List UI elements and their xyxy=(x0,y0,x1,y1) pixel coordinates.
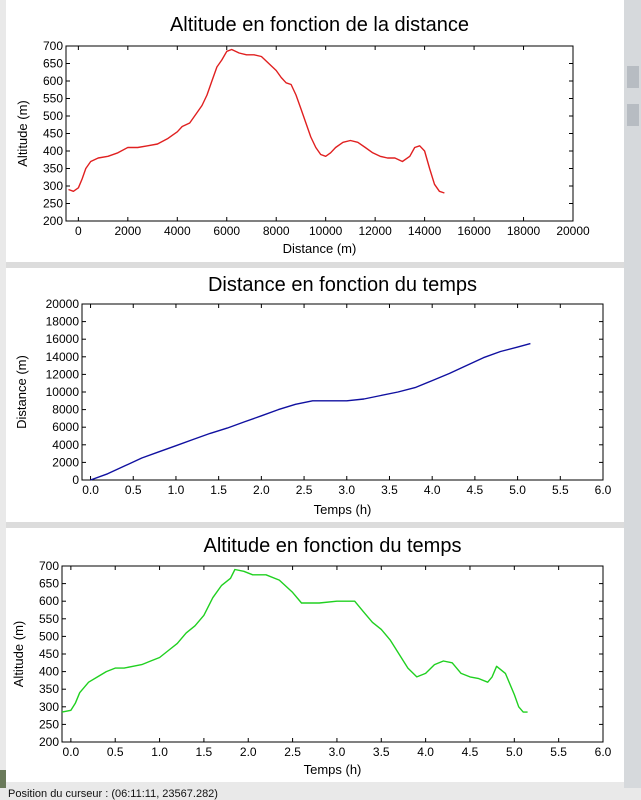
series-line xyxy=(62,570,528,713)
x-tick-label: 3.5 xyxy=(372,745,390,759)
y-tick-label: 700 xyxy=(38,559,59,573)
x-tick-label: 5.0 xyxy=(509,483,526,497)
y-tick-label: 2000 xyxy=(52,455,79,470)
chart-distance-vs-time xyxy=(6,268,624,522)
x-tick-label: 0.5 xyxy=(124,483,142,497)
x-tick-label: 4000 xyxy=(163,224,191,238)
y-tick-label: 8000 xyxy=(52,402,79,417)
y-tick-label: 18000 xyxy=(45,314,79,329)
plot-frame xyxy=(62,566,603,742)
chart-panel-distance-time xyxy=(6,268,624,522)
x-tick-label: 1.0 xyxy=(167,483,185,497)
x-tick-label: 16000 xyxy=(457,224,491,238)
x-tick-label: 4.5 xyxy=(461,745,479,759)
window-right-edge xyxy=(624,0,641,800)
x-tick-label: 0 xyxy=(75,224,82,238)
x-axis-label: Temps (h) xyxy=(303,762,362,777)
x-tick-label: 1.5 xyxy=(210,483,227,497)
y-tick-label: 12000 xyxy=(45,367,79,382)
y-tick-label: 500 xyxy=(38,629,59,644)
y-tick-label: 6000 xyxy=(52,420,79,435)
x-tick-label: 3.0 xyxy=(338,483,356,497)
x-axis-label: Distance (m) xyxy=(282,241,357,256)
x-tick-label: 2.0 xyxy=(253,483,270,497)
y-tick-label: 350 xyxy=(42,161,63,176)
x-tick-label: 6000 xyxy=(213,224,241,238)
y-tick-label: 350 xyxy=(38,682,59,697)
chart-altitude-vs-time xyxy=(6,528,624,782)
y-tick-label: 20000 xyxy=(45,297,79,311)
x-tick-label: 0.5 xyxy=(106,745,124,759)
x-tick-label: 20000 xyxy=(556,224,590,238)
y-tick-label: 400 xyxy=(42,144,63,158)
x-tick-label: 14000 xyxy=(407,224,442,238)
chart-panel-altitude-time xyxy=(6,528,624,782)
y-tick-label: 650 xyxy=(42,56,63,71)
chart-altitude-vs-distance xyxy=(6,0,624,262)
x-tick-label: 4.5 xyxy=(466,483,484,497)
x-tick-label: 5.5 xyxy=(551,483,569,497)
y-tick-label: 0 xyxy=(72,473,79,487)
y-tick-label: 650 xyxy=(38,576,59,591)
y-tick-label: 4000 xyxy=(52,437,79,452)
x-tick-label: 2000 xyxy=(114,224,142,238)
y-tick-label: 550 xyxy=(42,91,63,106)
x-tick-label: 6.0 xyxy=(594,483,612,497)
chart-panel-altitude-distance xyxy=(6,0,624,262)
y-tick-label: 250 xyxy=(42,196,63,211)
x-tick-label: 1.5 xyxy=(195,745,213,759)
y-tick-label: 200 xyxy=(42,214,63,228)
plot-frame xyxy=(66,46,573,221)
y-tick-label: 600 xyxy=(42,74,63,88)
y-tick-label: 300 xyxy=(38,699,59,714)
x-tick-label: 8000 xyxy=(262,224,290,238)
x-tick-label: 3.0 xyxy=(328,745,346,759)
x-axis-label: Temps (h) xyxy=(313,502,372,517)
x-tick-label: 6.0 xyxy=(594,745,612,759)
y-tick-label: 450 xyxy=(42,126,63,141)
series-line xyxy=(91,344,531,480)
x-tick-label: 2.5 xyxy=(295,483,313,497)
x-tick-label: 2.5 xyxy=(284,745,301,759)
x-tick-label: 2.0 xyxy=(239,745,257,759)
chart-title: Altitude en fonction de la distance xyxy=(169,14,470,36)
y-tick-label: 250 xyxy=(38,717,59,732)
y-tick-label: 450 xyxy=(38,647,59,661)
y-tick-label: 600 xyxy=(38,594,59,609)
x-tick-label: 3.5 xyxy=(381,483,398,497)
background-corner xyxy=(0,770,6,788)
x-tick-label: 4.0 xyxy=(423,483,441,497)
y-tick-label: 16000 xyxy=(45,332,79,347)
x-tick-label: 5.0 xyxy=(505,745,523,759)
side-thumbnail xyxy=(627,66,639,88)
status-bar xyxy=(0,788,641,800)
cursor-position-value: (06:11:11, 23567.282) xyxy=(111,788,218,800)
y-tick-label: 10000 xyxy=(45,385,79,399)
y-tick-label: 14000 xyxy=(45,349,79,364)
series-line xyxy=(69,50,445,194)
y-tick-label: 400 xyxy=(38,664,59,679)
x-tick-label: 5.5 xyxy=(550,745,567,759)
y-axis-label: Altitude (m) xyxy=(15,100,30,167)
y-axis-label: Distance (m) xyxy=(14,355,29,429)
chart-title: Altitude en fonction du temps xyxy=(203,535,462,557)
side-thumbnail xyxy=(627,104,639,126)
y-tick-label: 550 xyxy=(38,611,59,626)
plot-frame xyxy=(82,304,603,480)
x-tick-label: 0.0 xyxy=(82,483,99,497)
x-tick-label: 10000 xyxy=(308,224,343,238)
cursor-position-label: Position du curseur : xyxy=(8,788,109,800)
x-tick-label: 18000 xyxy=(506,224,541,238)
y-tick-label: 500 xyxy=(42,109,63,123)
y-axis-label: Altitude (m) xyxy=(11,620,26,688)
y-tick-label: 200 xyxy=(38,735,59,749)
chart-title: Distance en fonction du temps xyxy=(207,274,478,296)
x-tick-label: 4.0 xyxy=(417,745,434,759)
x-tick-label: 1.0 xyxy=(151,745,168,759)
x-tick-label: 0.0 xyxy=(62,745,80,759)
y-tick-label: 300 xyxy=(42,179,63,193)
x-tick-label: 12000 xyxy=(358,224,392,238)
cursor-position-readout xyxy=(8,788,218,800)
y-tick-label: 700 xyxy=(42,39,63,53)
